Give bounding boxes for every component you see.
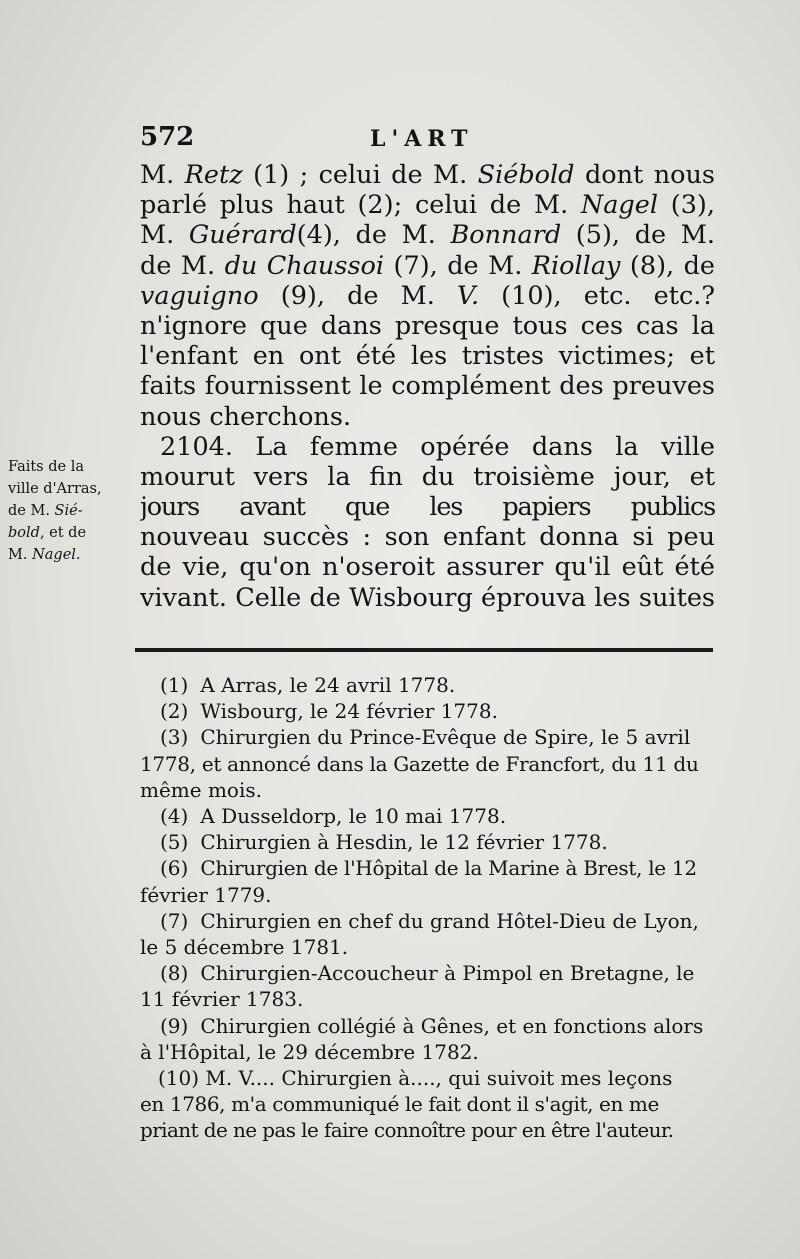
text-line: vaguigno (9), de M. V. (10), etc. etc.? xyxy=(140,280,715,311)
footnote-text: 11 février 1783. xyxy=(140,987,304,1012)
footnote-label: (7) xyxy=(160,908,189,933)
footnote-text: priant de ne pas le faire connoître pour en être l'auteur. xyxy=(140,1118,674,1143)
footnote-text: A Arras, le 24 avril 1778. xyxy=(200,673,456,697)
footnote-text: A Dusseldorp, le 10 mai 1778. xyxy=(200,804,507,829)
running-head: L'ART xyxy=(370,126,474,152)
text-line: jours avant que les papiers publics xyxy=(140,492,715,523)
text-line: nouveau succès : son enfant donna si peu xyxy=(140,522,715,553)
footnote-text: en 1786, m'a communiqué le fait dont il s'agit, en me xyxy=(140,1092,659,1117)
text-line: vivant. Celle de Wisbourg éprouva les suites xyxy=(140,582,715,613)
text-line: 2104. La femme opérée dans la ville xyxy=(160,431,715,462)
footnote-separator-rule xyxy=(135,648,713,652)
text-line: nous cherchons. xyxy=(140,401,352,432)
footnote-label: (4) xyxy=(160,804,189,829)
footnote-8 xyxy=(140,960,725,1012)
footnote-label: (6) xyxy=(160,856,189,881)
margin-note-line: ville d'Arras, xyxy=(8,481,102,497)
text-line: de vie, qu'on n'oseroit assurer qu'il eût été xyxy=(140,552,715,583)
text-line: n'ignore que dans presque tous ces cas la xyxy=(140,310,715,341)
text-line: mourut vers la fin du troisième jour, et xyxy=(140,461,715,492)
footnote-text: M. V.... Chirurgien à...., qui suivoit mes leçons xyxy=(205,1066,673,1091)
footnote-7 xyxy=(140,908,725,960)
footnote-text: Chirurgien de l'Hôpital de la Marine à Brest, le 12 xyxy=(200,856,697,881)
footnotes xyxy=(140,672,725,1144)
text-line: M. Guérard(4), de M. Bonnard (5), de M. xyxy=(140,220,715,251)
footnote-text: le 5 décembre 1781. xyxy=(140,935,349,960)
footnote-text: Chirurgien du Prince-Evêque de Spire, le 5 avril xyxy=(200,725,691,750)
footnote-5 xyxy=(140,829,725,855)
margin-note xyxy=(8,456,136,566)
footnote-label: (10) xyxy=(158,1066,200,1091)
footnote-text: 1778, et annoncé dans la Gazette de Francfort, du 11 du xyxy=(140,751,699,776)
margin-note-line: bold, et de xyxy=(8,525,87,541)
page-number: 572 xyxy=(140,122,195,152)
footnote-text: Chirurgien à Hesdin, le 12 février 1778. xyxy=(200,830,608,855)
margin-note-line: Faits de la xyxy=(8,459,84,475)
footnote-label: (9) xyxy=(160,1013,189,1038)
paragraph-2 xyxy=(140,432,715,613)
paragraph-1 xyxy=(140,160,715,432)
footnote-label: (5) xyxy=(160,830,189,855)
footnote-text: Chirurgien collégié à Gênes, et en fonctions alors xyxy=(200,1013,704,1038)
text-line: M. Retz (1) ; celui de M. Siébold dont nous xyxy=(140,160,715,190)
footnote-text: à l'Hôpital, le 29 décembre 1782. xyxy=(140,1039,479,1064)
footnote-label: (2) xyxy=(160,699,189,724)
footnote-text: février 1779. xyxy=(140,882,272,907)
footnote-text: même mois. xyxy=(140,777,262,802)
footnote-10 xyxy=(140,1065,725,1144)
footnote-text: Chirurgien-Accoucheur à Pimpol en Bretagne, le xyxy=(200,961,695,986)
footnote-text: Chirurgien en chef du grand Hôtel-Dieu de Lyon, xyxy=(200,908,699,933)
text-line: l'enfant en ont été les tristes victimes; et xyxy=(140,341,715,372)
footnote-label: (3) xyxy=(160,725,189,750)
footnote-3 xyxy=(140,724,725,803)
footnote-1 xyxy=(140,672,725,698)
body-text xyxy=(140,160,715,613)
footnote-label: (1) xyxy=(160,673,189,697)
margin-note-line: M. Nagel. xyxy=(8,547,81,563)
text-line: de M. du Chaussoi (7), de M. Riollay (8), de xyxy=(140,250,715,281)
footnote-label: (8) xyxy=(160,961,189,986)
footnote-9 xyxy=(140,1013,725,1065)
footnote-4 xyxy=(140,803,725,829)
page-header xyxy=(140,122,700,158)
footnote-2 xyxy=(140,698,725,724)
footnote-text: Wisbourg, le 24 février 1778. xyxy=(200,699,498,724)
text-line: faits fournissent le complément des preuves xyxy=(140,371,715,402)
text-line: parlé plus haut (2); celui de M. Nagel (3), xyxy=(140,190,715,221)
margin-note-line: de M. Sié- xyxy=(8,503,83,519)
footnote-6 xyxy=(140,855,725,907)
